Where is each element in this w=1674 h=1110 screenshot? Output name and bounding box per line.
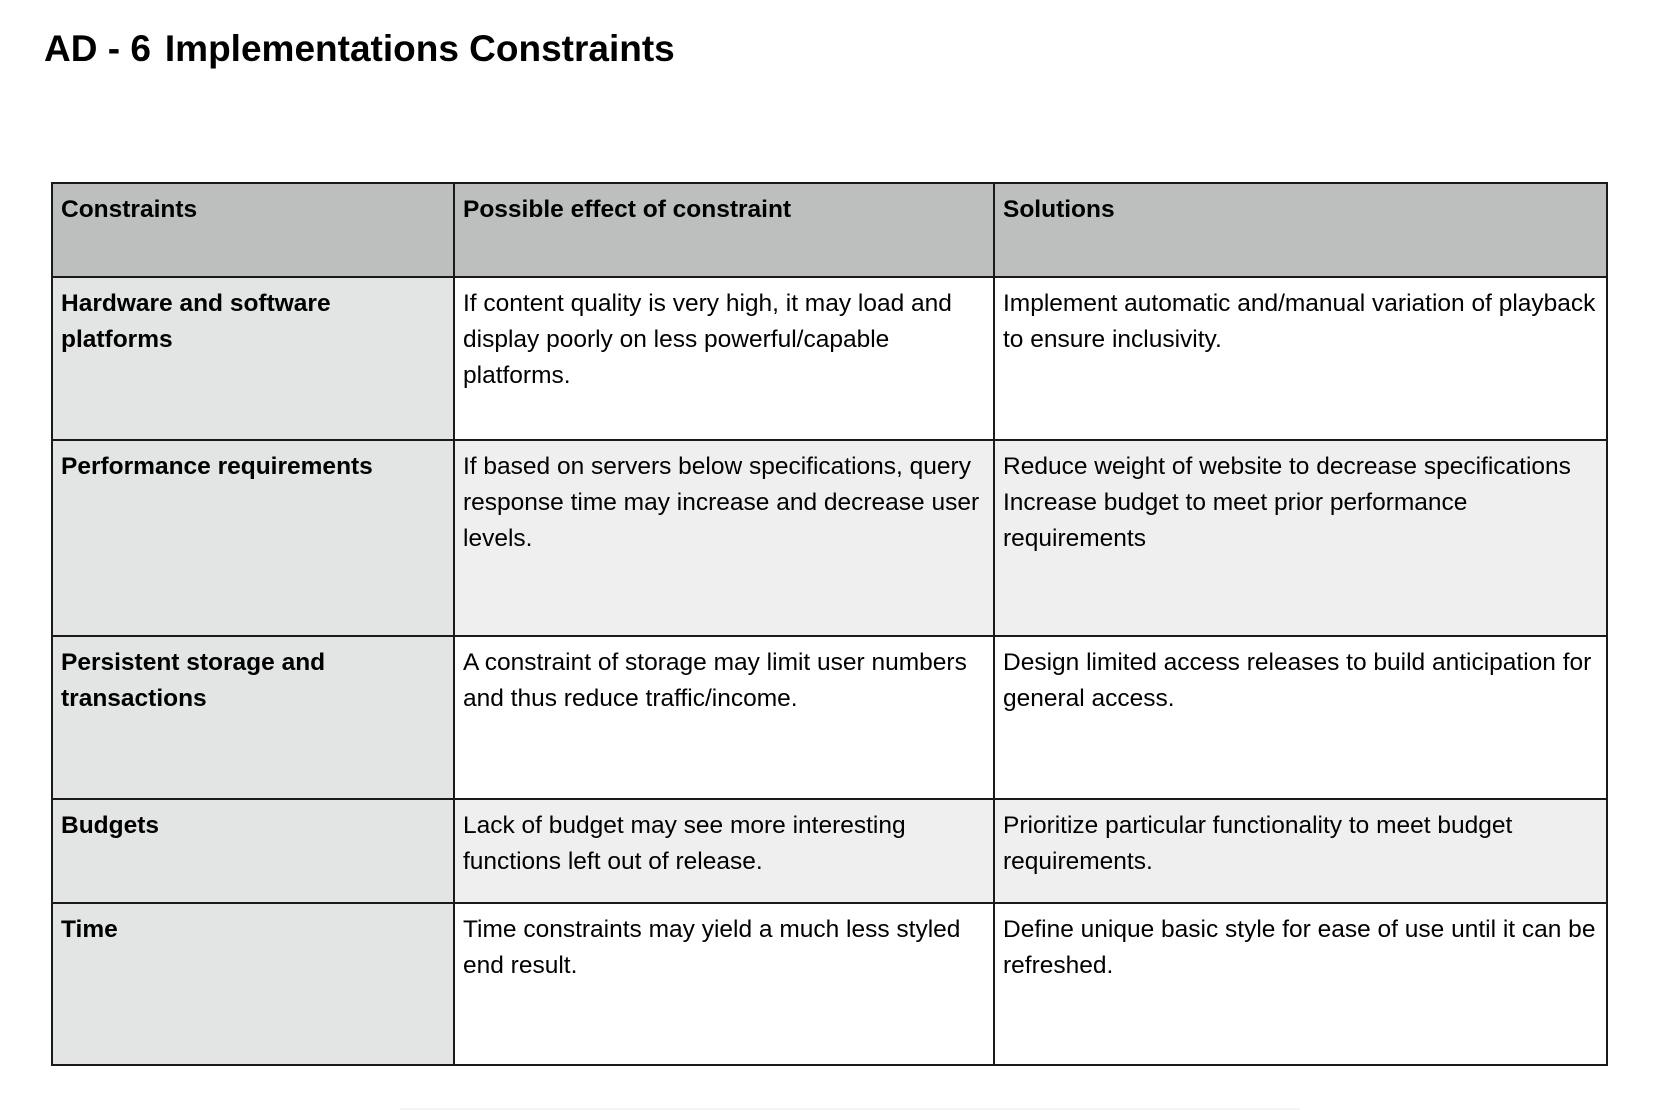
document-title: Implementations Constraints [164, 28, 675, 69]
solution-cell [994, 903, 1607, 1065]
constraints-table [51, 182, 1608, 1066]
constraint-cell: Persistent storage and transactions [52, 636, 454, 799]
constraint-cell: Time [52, 903, 454, 1065]
header-possible-effect: Possible effect of constraint [454, 183, 994, 277]
solution-cell [994, 277, 1607, 440]
table-row [52, 903, 1607, 1065]
solution-line: Implement automatic and/manual variation of playback to ensure inclusivity. [1003, 290, 1596, 353]
constraint-cell: Budgets [52, 799, 454, 903]
solution-line: Define unique basic style for ease of use until it can be refreshed. [1003, 916, 1596, 979]
table-row [52, 277, 1607, 440]
header-constraints: Constraints [52, 183, 454, 277]
solution-line: Reduce weight of website to decrease specifications [1003, 453, 1571, 480]
page-title [44, 28, 675, 70]
table-row [52, 636, 1607, 799]
effect-cell: If based on servers below specifications, query response time may increase and decrease user levels. [454, 440, 994, 636]
solution-cell [994, 636, 1607, 799]
constraint-cell: Performance requirements [52, 440, 454, 636]
header-solutions: Solutions [994, 183, 1607, 277]
constraint-cell: Hardware and software platforms [52, 277, 454, 440]
effect-cell: If content quality is very high, it may load and display poorly on less powerful/capable platforms. [454, 277, 994, 440]
effect-cell: A constraint of storage may limit user numbers and thus reduce traffic/income. [454, 636, 994, 799]
solution-line: Increase budget to meet prior performance requirements [1003, 489, 1468, 552]
document-code: AD - 6 [44, 28, 151, 69]
solution-line: Prioritize particular functionality to meet budget requirements. [1003, 812, 1513, 875]
table-header-row [52, 183, 1607, 277]
table-row [52, 799, 1607, 903]
table-row [52, 440, 1607, 636]
solution-cell [994, 440, 1607, 636]
effect-cell: Time constraints may yield a much less styled end result. [454, 903, 994, 1065]
effect-cell: Lack of budget may see more interesting functions left out of release. [454, 799, 994, 903]
solution-line: Design limited access releases to build anticipation for general access. [1003, 649, 1592, 712]
solution-cell [994, 799, 1607, 903]
